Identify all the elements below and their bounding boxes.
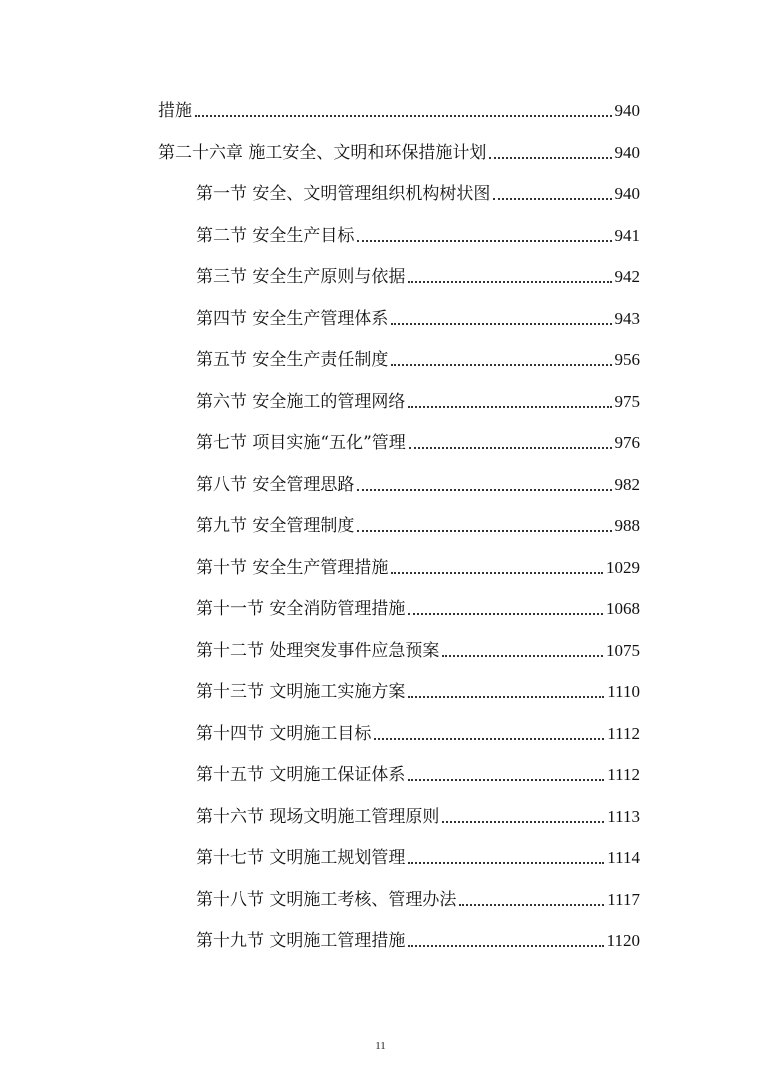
toc-entry-page: 976 (614, 433, 640, 452)
toc-dot-leader (493, 198, 611, 200)
toc-entry[interactable] (196, 507, 640, 537)
toc-dot-leader (391, 572, 603, 574)
toc-dot-leader (442, 821, 604, 823)
toc-entry[interactable] (196, 673, 640, 703)
toc-dot-leader (357, 240, 611, 242)
toc-entry-page: 943 (614, 309, 640, 328)
toc-entry-page: 1112 (607, 765, 640, 784)
toc-dot-leader (408, 779, 604, 781)
toc-entry-page: 940 (614, 143, 640, 162)
toc-entry[interactable] (196, 549, 640, 579)
toc-entry-title: 第十八节 文明施工考核、管理办法 (196, 890, 457, 910)
toc-dot-leader (195, 115, 612, 117)
toc-entry[interactable] (196, 175, 640, 205)
toc-entry[interactable] (196, 466, 640, 496)
toc-dot-leader (408, 281, 611, 283)
toc-entry-title: 第十一节 安全消防管理措施 (196, 599, 406, 619)
toc-entry[interactable] (196, 798, 640, 828)
toc-entry-title: 第七节 项目实施“五化”管理 (196, 433, 406, 453)
toc-dot-leader (408, 613, 603, 615)
toc-entry-page: 1117 (607, 890, 640, 909)
toc-entry[interactable] (196, 217, 640, 247)
toc-entry-page: 1113 (607, 807, 640, 826)
toc-entry[interactable] (196, 839, 640, 869)
toc-entry-title: 第三节 安全生产原则与依据 (196, 267, 406, 287)
toc-dot-leader (391, 364, 611, 366)
toc-dot-leader (442, 655, 603, 657)
toc-entry-title: 第一节 安全、文明管理组织机构树状图 (196, 184, 491, 204)
toc-entry[interactable] (158, 92, 640, 122)
toc-dot-leader (408, 862, 604, 864)
toc-entry-title: 第十七节 文明施工规划管理 (196, 848, 406, 868)
toc-entry-title: 第九节 安全管理制度 (196, 516, 355, 536)
toc-entry[interactable] (196, 424, 640, 454)
toc-entry[interactable] (196, 632, 640, 662)
toc-entry[interactable] (196, 258, 640, 288)
toc-entry[interactable] (158, 134, 640, 164)
toc-entry-title: 第二十六章 施工安全、文明和环保措施计划 (158, 143, 487, 163)
toc-entry-page: 942 (614, 267, 640, 286)
toc-entry-page: 975 (614, 392, 640, 411)
toc-entry-page: 956 (614, 350, 640, 369)
toc-dot-leader (408, 696, 604, 698)
toc-dot-leader (408, 406, 611, 408)
toc-dot-leader (374, 738, 604, 740)
toc-entry-page: 1068 (606, 599, 640, 618)
toc-entry-page: 1110 (607, 682, 640, 701)
toc-dot-leader (489, 157, 611, 159)
toc-entry[interactable] (196, 300, 640, 330)
toc-entry[interactable] (196, 756, 640, 786)
toc-entry-title: 第五节 安全生产责任制度 (196, 350, 389, 370)
toc-entry-title: 第六节 安全施工的管理网络 (196, 392, 406, 412)
toc-entry-page: 1120 (606, 931, 640, 950)
toc-entry-title: 第八节 安全管理思路 (196, 475, 355, 495)
toc-entry-title: 第十五节 文明施工保证体系 (196, 765, 406, 785)
toc-entry-title: 第十节 安全生产管理措施 (196, 558, 389, 578)
toc-entry-title: 第十二节 处理突发事件应急预案 (196, 641, 440, 661)
toc-entry[interactable] (196, 590, 640, 620)
toc-entry[interactable] (196, 715, 640, 745)
toc-dot-leader (357, 489, 611, 491)
toc-entry[interactable] (196, 922, 640, 952)
page-number: 11 (375, 1040, 386, 1052)
toc-dot-leader (391, 323, 611, 325)
toc-entry-title: 第十六节 现场文明施工管理原则 (196, 807, 440, 827)
toc-entry[interactable] (196, 881, 640, 911)
toc-entry-title: 第二节 安全生产目标 (196, 226, 355, 246)
toc-entry-page: 1114 (607, 848, 640, 867)
toc-dot-leader (408, 945, 603, 947)
toc-dot-leader (357, 530, 611, 532)
toc-entry-page: 1075 (606, 641, 640, 660)
toc-entry[interactable] (196, 341, 640, 371)
toc-entry-page: 1029 (606, 558, 640, 577)
toc-dot-leader (459, 904, 604, 906)
toc-entry-page: 940 (614, 101, 640, 120)
toc-entry-page: 941 (614, 226, 640, 245)
toc-entry-page: 988 (614, 516, 640, 535)
toc-entry[interactable] (196, 383, 640, 413)
toc-entry-title: 措施 (158, 101, 192, 121)
toc-entry-page: 940 (614, 184, 640, 203)
toc-entry-title: 第十四节 文明施工目标 (196, 724, 372, 744)
toc-entry-title: 第十九节 文明施工管理措施 (196, 931, 406, 951)
toc-entry-page: 982 (614, 475, 640, 494)
toc-entry-title: 第十三节 文明施工实施方案 (196, 682, 406, 702)
toc-entry-page: 1112 (607, 724, 640, 743)
toc-entry-title: 第四节 安全生产管理体系 (196, 309, 389, 329)
toc-dot-leader (409, 447, 612, 449)
